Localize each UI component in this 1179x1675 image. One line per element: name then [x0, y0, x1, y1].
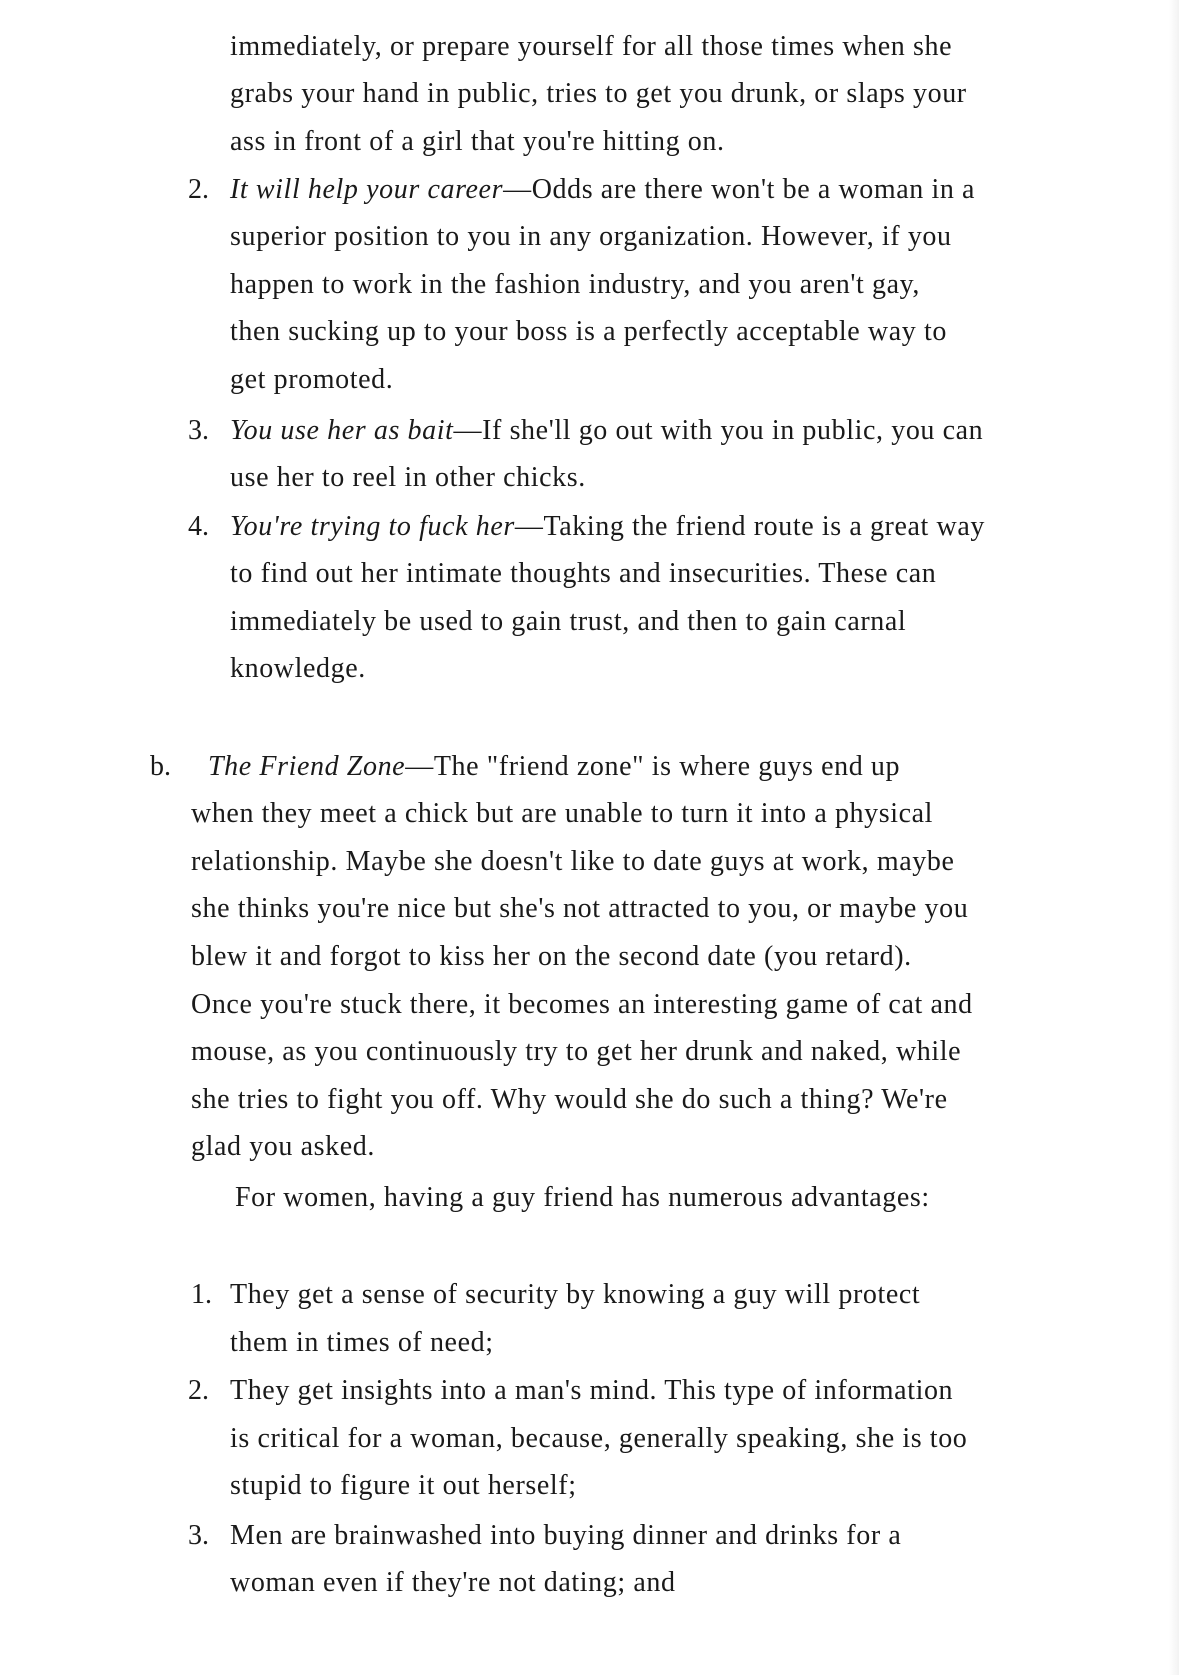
section-b-line-5: blew it and forgot to kiss her on the second date (you retard). — [191, 941, 912, 972]
list-a-item2-number: 2. — [188, 174, 209, 205]
section-b-line-2: when they meet a chick but are unable to turn it into a physical — [191, 798, 934, 829]
list-b-item1-line-2: them in times of need; — [230, 1327, 494, 1358]
list-a-item1-line-3: ass in front of a girl that you're hitting on. — [230, 126, 725, 157]
list-a-item3-line-1 — [230, 413, 983, 449]
section-b-title: The Friend Zone — [208, 751, 406, 782]
list-b-item2-line-3: stupid to figure it out herself; — [230, 1470, 577, 1501]
list-a-item2-title: It will help your career — [230, 174, 504, 205]
list-a-item2-line-4: then sucking up to your boss is a perfectly acceptable way to — [230, 316, 947, 347]
list-a-item3-first-rest: —If she'll go out with you in public, you can — [453, 415, 984, 446]
section-b-intro: For women, having a guy friend has numerous advantages: — [235, 1182, 930, 1213]
list-a-item4-line-4: knowledge. — [230, 653, 366, 684]
list-a-item4-title: You're trying to fuck her — [230, 511, 515, 542]
list-a-item4-number: 4. — [188, 511, 209, 542]
list-a-item3-title: You use her as bait — [230, 415, 454, 446]
list-a-item3-line-2: use her to reel in other chicks. — [230, 462, 586, 493]
list-a-item4-line-3: immediately be used to gain trust, and then to gain carnal — [230, 606, 907, 637]
list-a-item2-line-1 — [230, 172, 975, 208]
list-a-item4-line-2: to find out her intimate thoughts and insecurities. These can — [230, 558, 937, 589]
list-a-item2-line-5: get promoted. — [230, 364, 394, 395]
list-b-item1-line-1: They get a sense of security by knowing a guy will protect — [230, 1279, 921, 1310]
list-b-item3-line-1: Men are brainwashed into buying dinner and drinks for a — [230, 1520, 902, 1551]
list-b-item2-number: 2. — [188, 1375, 209, 1406]
section-b-line-8: she tries to fight you off. Why would she do such a thing? We're — [191, 1084, 948, 1115]
section-b-line-4: she thinks you're nice but she's not attracted to you, or maybe you — [191, 893, 969, 924]
list-a-item2-first-rest: —Odds are there won't be a woman in a — [503, 174, 976, 205]
section-b-label: b. — [150, 751, 171, 782]
list-b-item3-line-2: woman even if they're not dating; and — [230, 1567, 676, 1598]
section-b-first-rest: —The "friend zone" is where guys end up — [405, 751, 901, 782]
list-a-item1-line-1: immediately, or prepare yourself for all those times when she — [230, 31, 953, 62]
section-b-line-7: mouse, as you continuously try to get her drunk and naked, while — [191, 1036, 962, 1067]
page-edge-shadow — [1169, 0, 1179, 1675]
section-b-line-1 — [208, 749, 900, 785]
list-a-item4-line-1 — [230, 509, 985, 545]
section-b-line-9: glad you asked. — [191, 1131, 375, 1162]
section-b-line-6: Once you're stuck there, it becomes an interesting game of cat and — [191, 989, 973, 1020]
list-a-item3-number: 3. — [188, 415, 209, 446]
list-b-item2-line-2: is critical for a woman, because, generally speaking, she is too — [230, 1423, 968, 1454]
list-b-item2-line-1: They get insights into a man's mind. This type of information — [230, 1375, 954, 1406]
section-b-line-3: relationship. Maybe she doesn't like to date guys at work, maybe — [191, 846, 955, 877]
list-a-item2-line-2: superior position to you in any organization. However, if you — [230, 221, 952, 252]
list-b-item3-number: 3. — [188, 1520, 209, 1551]
list-b-item1-number: 1. — [191, 1279, 212, 1310]
list-a-item4-first-rest: —Taking the friend route is a great way — [514, 511, 985, 542]
list-a-item1-line-2: grabs your hand in public, tries to get you drunk, or slaps your — [230, 78, 967, 109]
list-a-item2-line-3: happen to work in the fashion industry, and you aren't gay, — [230, 269, 920, 300]
